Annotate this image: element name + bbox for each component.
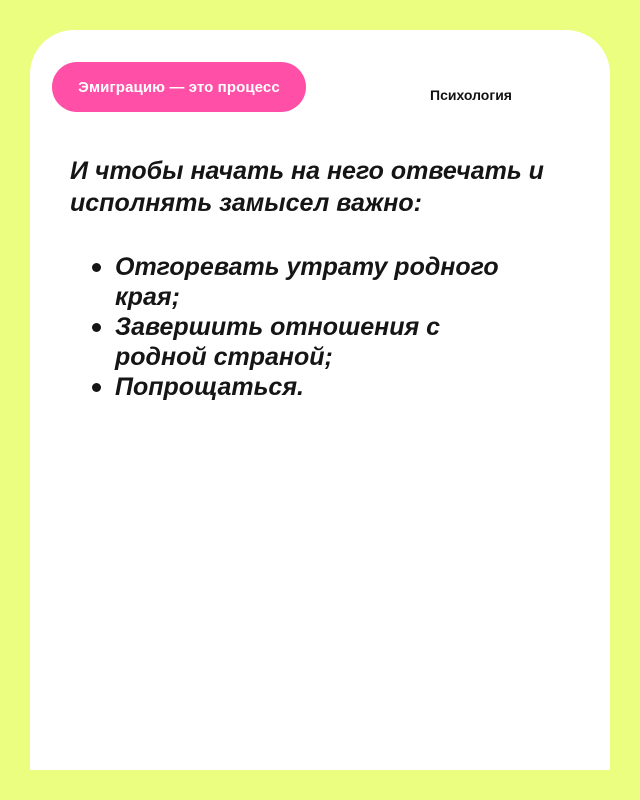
list-item bbox=[92, 312, 512, 372]
list-item bbox=[92, 252, 512, 312]
category-label: Психология bbox=[430, 87, 512, 103]
bullet-icon bbox=[92, 263, 101, 272]
content-card bbox=[30, 30, 610, 770]
bullet-icon bbox=[92, 323, 101, 332]
bullet-list bbox=[92, 252, 512, 402]
bullet-icon bbox=[92, 383, 101, 392]
list-item-text: Отгоревать утрату родного края; bbox=[115, 253, 499, 311]
list-item-text: Завершить отношения с родной страной; bbox=[115, 313, 441, 371]
list-item-text: Попрощаться. bbox=[115, 373, 304, 401]
topic-tag: Эмиграцию — это процесс bbox=[52, 62, 306, 112]
list-item bbox=[92, 372, 512, 402]
intro-text: И чтобы начать на него отвечать и исполнять замысел важно: bbox=[70, 157, 544, 217]
